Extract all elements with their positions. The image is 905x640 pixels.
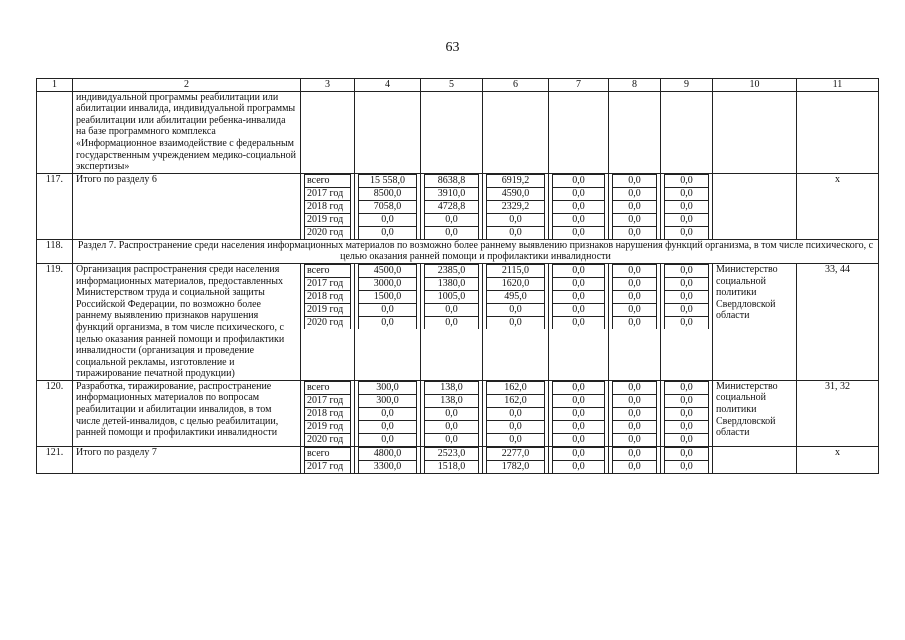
amount-value: 0,0 (613, 316, 657, 329)
amount-value: 0,0 (487, 303, 545, 316)
amount-value: 0,0 (359, 316, 417, 329)
target-indicators (797, 91, 879, 173)
amount-cell (483, 173, 549, 239)
amount-value: 0,0 (553, 264, 605, 277)
period-label: 2018 год (305, 200, 351, 213)
amount-value: 0,0 (553, 213, 605, 226)
period-label: всего (305, 264, 351, 277)
amount-value: 6919,2 (487, 174, 545, 187)
measure-description: Организация распространения среди населения информационных материалов, предоставленных Министерством труда и социальной защиты Российской Федерации, по возможно более раннему выявлению признаков нарушения функций организма, в том числе психического, с целью оказания ранней помощи и профилактики инвалидности (организация и проведение социальной рекламы, изготовление и тиражирование печатной продукции) (73, 263, 301, 380)
period-cell (301, 173, 355, 239)
amount-cell (549, 380, 609, 446)
amount-value: 0,0 (665, 226, 709, 239)
amount-value: 0,0 (613, 420, 657, 433)
period-label: 2018 год (305, 407, 351, 420)
amount-value: 1518,0 (425, 460, 479, 473)
table-row (37, 263, 879, 380)
period-label: всего (305, 174, 351, 187)
amount-value: 0,0 (613, 226, 657, 239)
amount-value: 0,0 (553, 433, 605, 446)
period-cell (301, 446, 355, 473)
amount-cell (483, 446, 549, 473)
amount-value: 0,0 (665, 420, 709, 433)
amount-value: 4500,0 (359, 264, 417, 277)
period-label: 2019 год (305, 303, 351, 316)
executor (713, 446, 797, 473)
amount-value: 162,0 (487, 381, 545, 394)
period-label: 2017 год (305, 460, 351, 473)
amount-cell (549, 173, 609, 239)
amount-value: 0,0 (665, 381, 709, 394)
amount-value: 0,0 (359, 213, 417, 226)
table-row (37, 380, 879, 446)
amount-value: 1005,0 (425, 290, 479, 303)
column-number-row (37, 79, 879, 92)
amount-cell (421, 446, 483, 473)
column-header: 6 (483, 79, 549, 92)
row-number: 121. (37, 446, 73, 473)
period-label: 2018 год (305, 290, 351, 303)
period-label: 2017 год (305, 187, 351, 200)
program-table (36, 78, 879, 474)
amount-value: 15 558,0 (359, 174, 417, 187)
amount-value: 0,0 (553, 277, 605, 290)
amount-value: 0,0 (425, 226, 479, 239)
amount-cell (421, 173, 483, 239)
amount-cell (355, 263, 421, 380)
amount-value: 3000,0 (359, 277, 417, 290)
amount-cell (549, 263, 609, 380)
amount-value: 0,0 (487, 433, 545, 446)
amount-value: 0,0 (613, 381, 657, 394)
amount-value: 4590,0 (487, 187, 545, 200)
period-cell (301, 380, 355, 446)
amount-value: 8500,0 (359, 187, 417, 200)
table-row (37, 446, 879, 473)
amount-cell (355, 446, 421, 473)
column-header: 10 (713, 79, 797, 92)
amount-value: 0,0 (553, 460, 605, 473)
measure-description: Разработка, тиражирование, распространение информационных материалов по вопросам реабилитации и абилитации инвалидов, в том числе детей-инвалидов, с целью реабилитации, ранней помощи и профилактики инвалидности (73, 380, 301, 446)
period-label: 2020 год (305, 226, 351, 239)
amount-value: 1500,0 (359, 290, 417, 303)
amount-value: 0,0 (613, 303, 657, 316)
column-header: 7 (549, 79, 609, 92)
amount-value: 0,0 (613, 394, 657, 407)
amount-value: 0,0 (665, 394, 709, 407)
amount-value: 0,0 (613, 407, 657, 420)
period-label: всего (305, 381, 351, 394)
amount-value: 0,0 (359, 226, 417, 239)
amount-value: 2329,2 (487, 200, 545, 213)
section-title: Раздел 7. Распространение среди населения информационных материалов по возможно более раннему выявлению признаков нарушения функций организма, в том числе психического, с целью оказания ранней помощи и профилактики инвалидности (73, 239, 879, 263)
amount-value: 0,0 (553, 394, 605, 407)
page-number: 63 (445, 40, 460, 55)
amount-value: 0,0 (665, 174, 709, 187)
amount-cell (661, 263, 713, 380)
amount-value: 0,0 (613, 290, 657, 303)
amount-value: 0,0 (613, 174, 657, 187)
amount-value: 0,0 (553, 226, 605, 239)
executor: Министерство социальной политики Свердловской области (713, 263, 797, 380)
amount-value: 0,0 (665, 303, 709, 316)
amount-value: 0,0 (359, 407, 417, 420)
amount-value: 0,0 (487, 407, 545, 420)
amount-value: 300,0 (359, 394, 417, 407)
amount-value: 138,0 (425, 381, 479, 394)
row-number: 119. (37, 263, 73, 380)
amount-value: 0,0 (425, 420, 479, 433)
period-label: 2019 год (305, 213, 351, 226)
amount-value: 0,0 (613, 200, 657, 213)
measure-description: индивидуальной программы реабилитации или абилитации инвалида, индивидуальной программы реабилитации или абилитации ребенка-инвалида на базе программного комплекса «Информационное взаимодействие с федеральным государственным учреждением медико-социальной экспертизы» (73, 91, 301, 173)
period-label: всего (305, 447, 351, 460)
target-indicators: x (797, 173, 879, 239)
amount-cell (609, 446, 661, 473)
amount-value: 495,0 (487, 290, 545, 303)
amount-cell (661, 173, 713, 239)
amount-value: 0,0 (553, 420, 605, 433)
amount-value: 138,0 (425, 394, 479, 407)
measure-description: Итого по разделу 6 (73, 173, 301, 239)
amount-value: 1782,0 (487, 460, 545, 473)
amount-cell (549, 91, 609, 173)
amount-value: 4800,0 (359, 447, 417, 460)
amount-cell (483, 263, 549, 380)
period-label: 2017 год (305, 394, 351, 407)
period-cell (301, 91, 355, 173)
amount-cell (355, 380, 421, 446)
amount-value: 0,0 (487, 316, 545, 329)
amount-value: 162,0 (487, 394, 545, 407)
amount-value: 0,0 (487, 420, 545, 433)
amount-cell (355, 173, 421, 239)
column-header: 3 (301, 79, 355, 92)
table-row (37, 173, 879, 239)
amount-value: 2277,0 (487, 447, 545, 460)
amount-value: 0,0 (665, 277, 709, 290)
amount-cell (355, 91, 421, 173)
amount-cell (483, 91, 549, 173)
amount-value: 0,0 (487, 226, 545, 239)
target-indicators: 31, 32 (797, 380, 879, 446)
table-row (37, 91, 879, 173)
amount-value: 0,0 (553, 200, 605, 213)
amount-value: 300,0 (359, 381, 417, 394)
amount-value: 0,0 (359, 420, 417, 433)
executor (713, 91, 797, 173)
amount-value: 1380,0 (425, 277, 479, 290)
period-label: 2020 год (305, 316, 351, 329)
amount-value: 2523,0 (425, 447, 479, 460)
amount-value: 0,0 (665, 264, 709, 277)
measure-description: Итого по разделу 7 (73, 446, 301, 473)
amount-value: 0,0 (553, 290, 605, 303)
row-number: 120. (37, 380, 73, 446)
amount-value: 7058,0 (359, 200, 417, 213)
column-header: 2 (73, 79, 301, 92)
amount-value: 0,0 (665, 407, 709, 420)
amount-value: 3910,0 (425, 187, 479, 200)
amount-value: 0,0 (425, 316, 479, 329)
amount-cell (421, 263, 483, 380)
row-number (37, 91, 73, 173)
row-number: 118. (37, 239, 73, 263)
target-indicators: 33, 44 (797, 263, 879, 380)
amount-cell (483, 380, 549, 446)
amount-value: 0,0 (553, 174, 605, 187)
amount-value: 0,0 (425, 213, 479, 226)
column-header: 5 (421, 79, 483, 92)
amount-value: 0,0 (359, 303, 417, 316)
amount-value: 4728,8 (425, 200, 479, 213)
amount-value: 1620,0 (487, 277, 545, 290)
amount-value: 0,0 (665, 460, 709, 473)
period-cell (301, 263, 355, 380)
amount-value: 0,0 (425, 407, 479, 420)
amount-value: 0,0 (613, 460, 657, 473)
amount-value: 0,0 (665, 213, 709, 226)
amount-cell (609, 263, 661, 380)
amount-value: 8638,8 (425, 174, 479, 187)
amount-value: 0,0 (613, 187, 657, 200)
amount-value: 0,0 (665, 290, 709, 303)
amount-value: 0,0 (425, 303, 479, 316)
amount-cell (661, 91, 713, 173)
amount-value: 2115,0 (487, 264, 545, 277)
amount-value: 0,0 (553, 447, 605, 460)
amount-cell (609, 173, 661, 239)
amount-cell (609, 91, 661, 173)
amount-value: 0,0 (665, 316, 709, 329)
column-header: 1 (37, 79, 73, 92)
amount-value: 0,0 (613, 433, 657, 446)
amount-value: 0,0 (665, 433, 709, 446)
row-number: 117. (37, 173, 73, 239)
amount-cell (661, 446, 713, 473)
column-header: 4 (355, 79, 421, 92)
target-indicators: x (797, 446, 879, 473)
amount-value: 0,0 (613, 213, 657, 226)
amount-value: 0,0 (553, 381, 605, 394)
amount-cell (421, 380, 483, 446)
amount-value: 0,0 (553, 407, 605, 420)
amount-value: 0,0 (553, 187, 605, 200)
period-label: 2020 год (305, 433, 351, 446)
amount-value: 0,0 (665, 200, 709, 213)
amount-value: 0,0 (487, 213, 545, 226)
executor: Министерство социальной политики Свердловской области (713, 380, 797, 446)
amount-cell (421, 91, 483, 173)
amount-value: 0,0 (425, 433, 479, 446)
amount-value: 0,0 (613, 447, 657, 460)
executor (713, 173, 797, 239)
amount-value: 0,0 (359, 433, 417, 446)
column-header: 9 (661, 79, 713, 92)
amount-value: 0,0 (613, 264, 657, 277)
amount-value: 0,0 (665, 187, 709, 200)
table-row (37, 239, 879, 263)
amount-value: 0,0 (665, 447, 709, 460)
amount-cell (609, 380, 661, 446)
amount-cell (661, 380, 713, 446)
amount-value: 0,0 (553, 316, 605, 329)
amount-cell (549, 446, 609, 473)
amount-value: 0,0 (613, 277, 657, 290)
column-header: 11 (797, 79, 879, 92)
amount-value: 3300,0 (359, 460, 417, 473)
amount-value: 2385,0 (425, 264, 479, 277)
period-label: 2019 год (305, 420, 351, 433)
column-header: 8 (609, 79, 661, 92)
period-label: 2017 год (305, 277, 351, 290)
amount-value: 0,0 (553, 303, 605, 316)
